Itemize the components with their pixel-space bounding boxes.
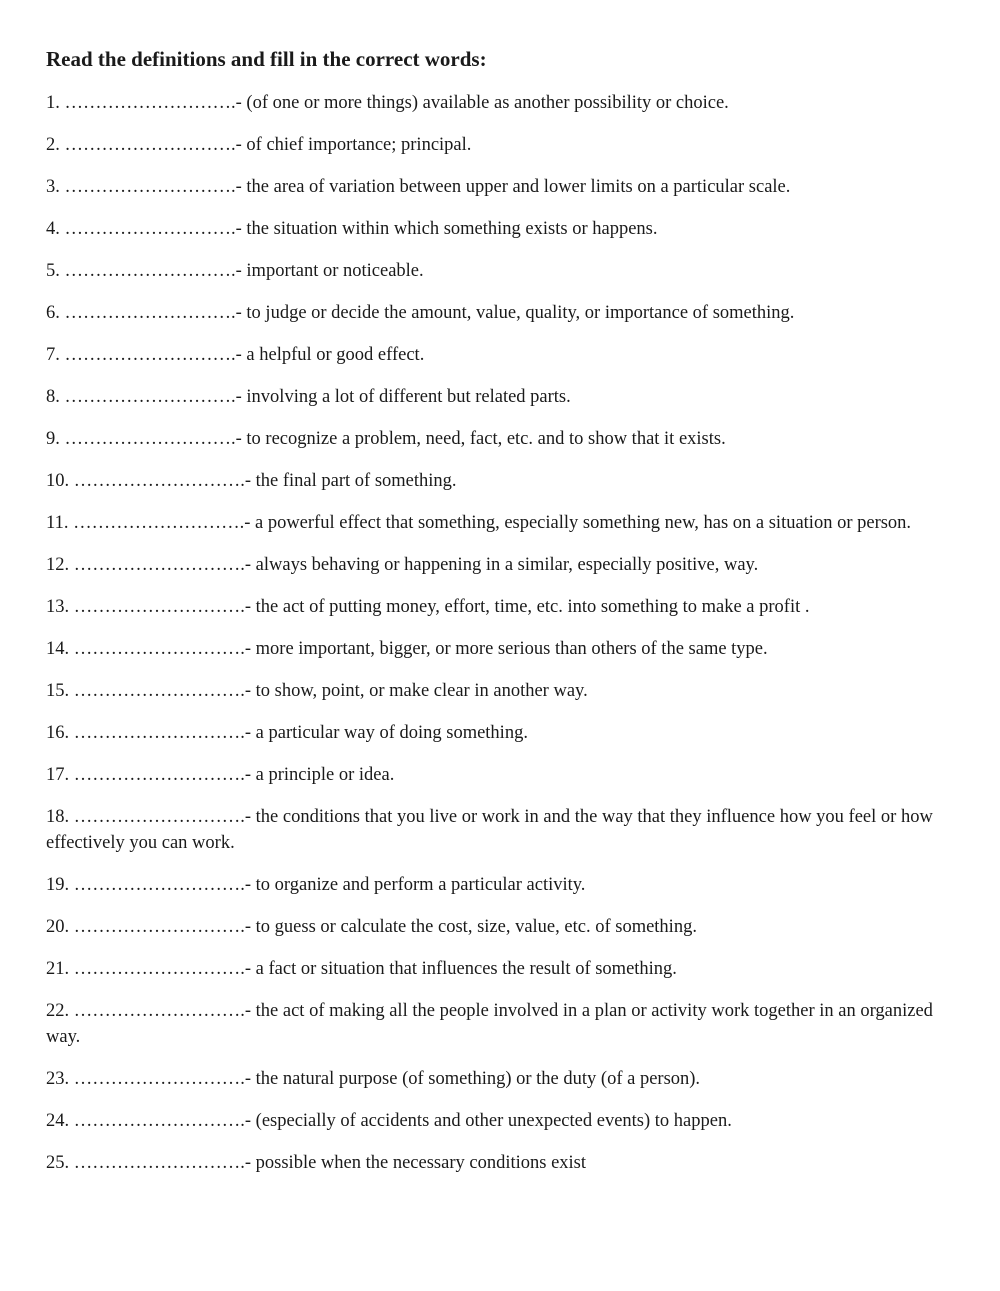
definition-item xyxy=(46,426,956,452)
definition-text: - to organize and perform a particular activity. xyxy=(244,875,586,895)
item-number: 21. xyxy=(46,959,70,979)
definition-item xyxy=(46,762,956,788)
definition-text: - a fact or situation that influences the result of something. xyxy=(244,959,677,979)
definition-item xyxy=(46,1066,956,1092)
definition-text: - the natural purpose (of something) or the duty (of a person). xyxy=(244,1069,701,1089)
definition-item xyxy=(46,510,956,536)
item-number: 22. xyxy=(46,1001,70,1021)
item-number: 19. xyxy=(46,875,70,895)
answer-blank[interactable]: ………………………. xyxy=(73,807,245,827)
definition-text: - the conditions that you live or work in and the way that they influence how you feel or how effectively you can work. xyxy=(46,807,933,853)
definition-text: - a principle or idea. xyxy=(244,765,395,785)
definition-item xyxy=(46,384,956,410)
item-number: 11. xyxy=(46,513,69,533)
definition-item xyxy=(46,636,956,662)
definition-text: - the final part of something. xyxy=(244,471,457,491)
definition-text: - (of one or more things) available as another possibility or choice. xyxy=(235,93,729,113)
definition-item xyxy=(46,594,956,620)
definition-item xyxy=(46,90,956,116)
answer-blank[interactable]: ………………………. xyxy=(73,959,245,979)
definition-item xyxy=(46,872,956,898)
definition-text: - involving a lot of different but related parts. xyxy=(235,387,571,407)
definition-item xyxy=(46,1150,956,1176)
definition-item xyxy=(46,678,956,704)
answer-blank[interactable]: ………………………. xyxy=(64,429,236,449)
definition-text: - a particular way of doing something. xyxy=(244,723,528,743)
definition-text: - possible when the necessary conditions exist xyxy=(244,1153,587,1173)
item-number: 1. xyxy=(46,93,60,113)
answer-blank[interactable]: ………………………. xyxy=(73,555,245,575)
definition-text: - the situation within which something exists or happens. xyxy=(235,219,658,239)
item-number: 9. xyxy=(46,429,60,449)
answer-blank[interactable]: ………………………. xyxy=(64,387,236,407)
item-number: 8. xyxy=(46,387,60,407)
item-number: 13. xyxy=(46,597,70,617)
definition-text: - to recognize a problem, need, fact, etc. and to show that it exists. xyxy=(235,429,726,449)
item-number: 12. xyxy=(46,555,70,575)
answer-blank[interactable]: ………………………. xyxy=(73,1111,245,1131)
definition-item xyxy=(46,468,956,494)
item-number: 20. xyxy=(46,917,70,937)
item-number: 7. xyxy=(46,345,60,365)
definition-item xyxy=(46,552,956,578)
item-number: 17. xyxy=(46,765,70,785)
answer-blank[interactable]: ………………………. xyxy=(73,917,245,937)
definition-item xyxy=(46,132,956,158)
answer-blank[interactable]: ………………………. xyxy=(64,93,236,113)
definition-list xyxy=(46,90,956,1176)
item-number: 24. xyxy=(46,1111,70,1131)
definition-item xyxy=(46,998,956,1050)
definition-text: - a helpful or good effect. xyxy=(235,345,425,365)
definition-text: - more important, bigger, or more serious than others of the same type. xyxy=(244,639,768,659)
definition-item xyxy=(46,174,956,200)
definition-text: - (especially of accidents and other unexpected events) to happen. xyxy=(244,1111,732,1131)
answer-blank[interactable]: ………………………. xyxy=(64,177,236,197)
answer-blank[interactable]: ………………………. xyxy=(64,219,236,239)
definition-item xyxy=(46,300,956,326)
item-number: 15. xyxy=(46,681,70,701)
definition-text: - the area of variation between upper and lower limits on a particular scale. xyxy=(235,177,791,197)
item-number: 18. xyxy=(46,807,70,827)
answer-blank[interactable]: ………………………. xyxy=(73,1001,245,1021)
answer-blank[interactable]: ………………………. xyxy=(73,681,245,701)
definition-item xyxy=(46,258,956,284)
answer-blank[interactable]: ………………………. xyxy=(73,1153,245,1173)
definition-item xyxy=(46,720,956,746)
definition-text: - to guess or calculate the cost, size, value, etc. of something. xyxy=(244,917,697,937)
item-number: 16. xyxy=(46,723,70,743)
definition-text: - a powerful effect that something, especially something new, has on a situation or person. xyxy=(244,513,912,533)
item-number: 2. xyxy=(46,135,60,155)
answer-blank[interactable]: ………………………. xyxy=(73,875,245,895)
item-number: 25. xyxy=(46,1153,70,1173)
item-number: 3. xyxy=(46,177,60,197)
item-number: 5. xyxy=(46,261,60,281)
definition-item xyxy=(46,914,956,940)
item-number: 23. xyxy=(46,1069,70,1089)
definition-text: - the act of putting money, effort, time, etc. into something to make a profit . xyxy=(244,597,810,617)
item-number: 10. xyxy=(46,471,70,491)
answer-blank[interactable]: ………………………. xyxy=(64,261,236,281)
definition-item xyxy=(46,342,956,368)
definition-item xyxy=(46,216,956,242)
answer-blank[interactable]: ………………………. xyxy=(73,513,245,533)
item-number: 14. xyxy=(46,639,70,659)
definition-text: - always behaving or happening in a similar, especially positive, way. xyxy=(244,555,759,575)
definition-item xyxy=(46,804,956,856)
answer-blank[interactable]: ………………………. xyxy=(73,597,245,617)
definition-text: - to judge or decide the amount, value, quality, or importance of something. xyxy=(235,303,795,323)
answer-blank[interactable]: ………………………. xyxy=(73,1069,245,1089)
worksheet-title: Read the definitions and fill in the correct words: xyxy=(46,47,487,71)
answer-blank[interactable]: ………………………. xyxy=(64,345,236,365)
definition-item xyxy=(46,1108,956,1134)
answer-blank[interactable]: ………………………. xyxy=(73,765,245,785)
item-number: 6. xyxy=(46,303,60,323)
item-number: 4. xyxy=(46,219,60,239)
definition-text: - important or noticeable. xyxy=(235,261,424,281)
answer-blank[interactable]: ………………………. xyxy=(73,639,245,659)
answer-blank[interactable]: ………………………. xyxy=(73,471,245,491)
definition-text: - the act of making all the people involved in a plan or activity work together in an organized way. xyxy=(46,1001,933,1047)
definition-text: - to show, point, or make clear in another way. xyxy=(244,681,588,701)
definition-item xyxy=(46,956,956,982)
answer-blank[interactable]: ………………………. xyxy=(64,135,236,155)
definition-text: - of chief importance; principal. xyxy=(235,135,472,155)
worksheet xyxy=(46,44,956,1192)
answer-blank[interactable]: ………………………. xyxy=(64,303,236,323)
answer-blank[interactable]: ………………………. xyxy=(73,723,245,743)
